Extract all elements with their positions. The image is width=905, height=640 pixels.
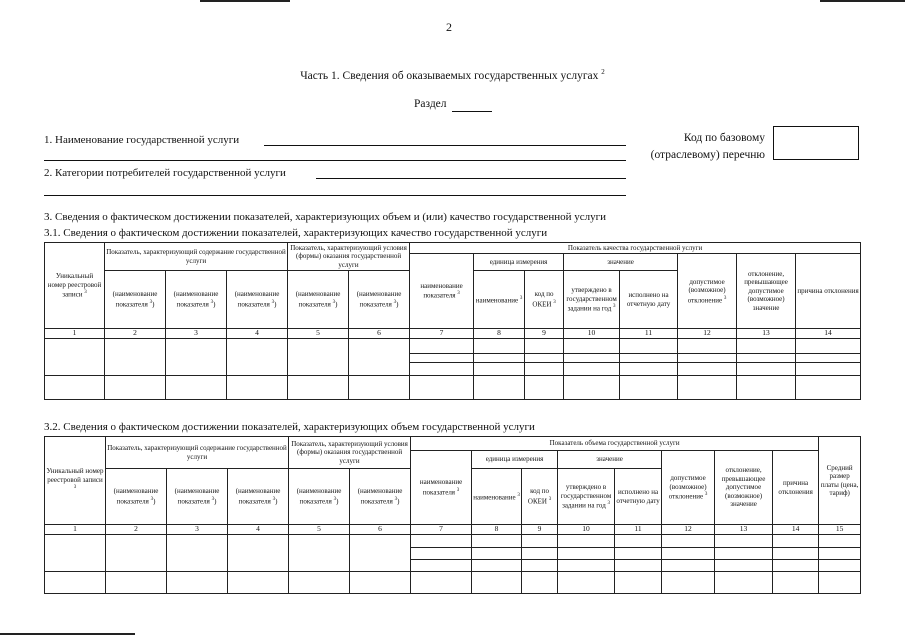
col-number: 4 (228, 525, 289, 535)
unit-group-header: единица измерения (472, 451, 558, 469)
col-number: 11 (620, 329, 678, 339)
col-number: 3 (166, 329, 227, 339)
executed-header: исполнено на отчетную дату (620, 271, 678, 329)
conditions-group-header: Показатель, характеризующий условия (формы) оказания государственной услуги (289, 437, 411, 469)
approved-header: утверждено в государственном задании на год $^3$ (558, 469, 615, 525)
col-number: 8 (472, 525, 522, 535)
bottom-scan-mark (0, 633, 135, 635)
col-number: 14 (773, 525, 819, 535)
indicator-name-header: наименование показателя $^3$ (410, 254, 474, 329)
okei-code-header: код по ОКЕИ $^3$ (525, 271, 564, 329)
col-number: 4 (227, 329, 288, 339)
content-subheader-1: (наименование показателя $^3$) (106, 469, 167, 525)
volume-table (44, 436, 861, 594)
reason-header: причина отклонения (773, 451, 819, 525)
conditions-group-header: Показатель, характеризующий условия (формы) оказания государственной услуги (288, 243, 410, 271)
col-number: 3 (167, 525, 228, 535)
content-group-header: Показатель, характеризующий содержание государственной услуги (105, 243, 288, 271)
col-number: 10 (564, 329, 620, 339)
col-number: 7 (411, 525, 472, 535)
unique-number-header: Уникальный номер реестровой записи $^3$ (45, 243, 105, 329)
service-name-line-2[interactable] (44, 160, 626, 161)
col-number: 5 (288, 329, 349, 339)
conditions-subheader-1: (наименование показателя $^3$) (288, 271, 349, 329)
table-row[interactable] (45, 572, 861, 594)
service-name-label: 1. Наименование государственной услуги (44, 134, 240, 146)
content-subheader-2: (наименование показателя $^3$) (166, 271, 227, 329)
part-title: Часть 1. Сведения об оказываемых государственных услугах $^2$ (300, 68, 605, 82)
base-list-code-label: Код по базовому (отраслевому) перечню (650, 132, 765, 161)
excess-deviation-header: отклонение, превышающее допустимое (возможное) значение (737, 254, 796, 329)
page-number: 2 (446, 20, 452, 34)
volume-group-header: Показатель объема государственной услуги (411, 437, 819, 451)
base-list-code-box[interactable] (773, 126, 859, 160)
unit-name-header: наименование $^3$ (472, 469, 522, 525)
allowed-deviation-header: допустимое (возможное) отклонение $^3$ (678, 254, 737, 329)
approved-header: утверждено в государственном задании на год $^3$ (564, 271, 620, 329)
table-row[interactable] (45, 339, 861, 354)
section-number-line[interactable] (452, 111, 492, 112)
reason-header: причина отклонения (796, 254, 861, 329)
consumers-label: 2. Категории потребителей государственной услуги (44, 167, 286, 179)
col-number: 10 (558, 525, 615, 535)
content-subheader-2: (наименование показателя $^3$) (167, 469, 228, 525)
avg-fee-header: Средний размер платы (цена, тариф) (819, 437, 861, 525)
section3-title: 3. Сведения о фактическом достижении показателей, характеризующих объем и (или) качество государственной услуги (44, 211, 607, 223)
conditions-subheader-1: (наименование показателя $^3$) (289, 469, 350, 525)
table-row[interactable] (45, 376, 861, 400)
section32-title: 3.2. Сведения о фактическом достижении показателей, характеризующих объем государственной услуги (44, 421, 535, 433)
section31-title: 3.1. Сведения о фактическом достижении показателей, характеризующих качество государственной услуги (44, 227, 548, 239)
col-number: 9 (522, 525, 558, 535)
okei-code-header: код по ОКЕИ $^3$ (522, 469, 558, 525)
consumers-line[interactable] (316, 178, 626, 179)
col-number: 1 (45, 329, 105, 339)
col-number: 12 (662, 525, 715, 535)
unit-name-header: наименование $^3$ (474, 271, 525, 329)
executed-header: исполнено на отчетную дату (615, 469, 662, 525)
col-number: 14 (796, 329, 861, 339)
value-group-header: значение (564, 254, 678, 271)
quality-group-header: Показатель качества государственной услуги (410, 243, 861, 254)
col-number: 6 (349, 329, 410, 339)
col-number: 15 (819, 525, 861, 535)
col-number: 13 (715, 525, 773, 535)
allowed-deviation-header: допустимое (возможное) отклонение $^3$ (662, 451, 715, 525)
col-number: 7 (410, 329, 474, 339)
unit-group-header: единица измерения (474, 254, 564, 271)
content-group-header: Показатель, характеризующий содержание государственной услуги (106, 437, 289, 469)
service-name-line[interactable] (264, 145, 626, 146)
col-number: 2 (106, 525, 167, 535)
value-group-header: значение (558, 451, 662, 469)
indicator-name-header: наименование показателя $^3$ (411, 451, 472, 525)
col-number: 1 (45, 525, 106, 535)
section-label: Раздел (414, 98, 447, 110)
col-number: 9 (525, 329, 564, 339)
conditions-subheader-2: (наименование показателя $^3$) (349, 271, 410, 329)
col-number: 8 (474, 329, 525, 339)
excess-deviation-header: отклонение, превышающее допустимое (возможное) значение (715, 451, 773, 525)
top-scan-mark (820, 0, 905, 2)
table-row[interactable] (45, 535, 861, 548)
conditions-subheader-2: (наименование показателя $^3$) (350, 469, 411, 525)
content-subheader-3: (наименование показателя $^3$) (227, 271, 288, 329)
col-number: 11 (615, 525, 662, 535)
content-subheader-3: (наименование показателя $^3$) (228, 469, 289, 525)
col-number: 6 (350, 525, 411, 535)
content-subheader-1: (наименование показателя $^3$) (105, 271, 166, 329)
col-number: 13 (737, 329, 796, 339)
top-scan-mark (200, 0, 290, 2)
consumers-line-2[interactable] (44, 195, 626, 196)
col-number: 2 (105, 329, 166, 339)
col-number: 12 (678, 329, 737, 339)
unique-number-header: Уникальный номер реестровой записи $^3$ (45, 437, 106, 525)
col-number: 5 (289, 525, 350, 535)
quality-table (44, 242, 861, 400)
